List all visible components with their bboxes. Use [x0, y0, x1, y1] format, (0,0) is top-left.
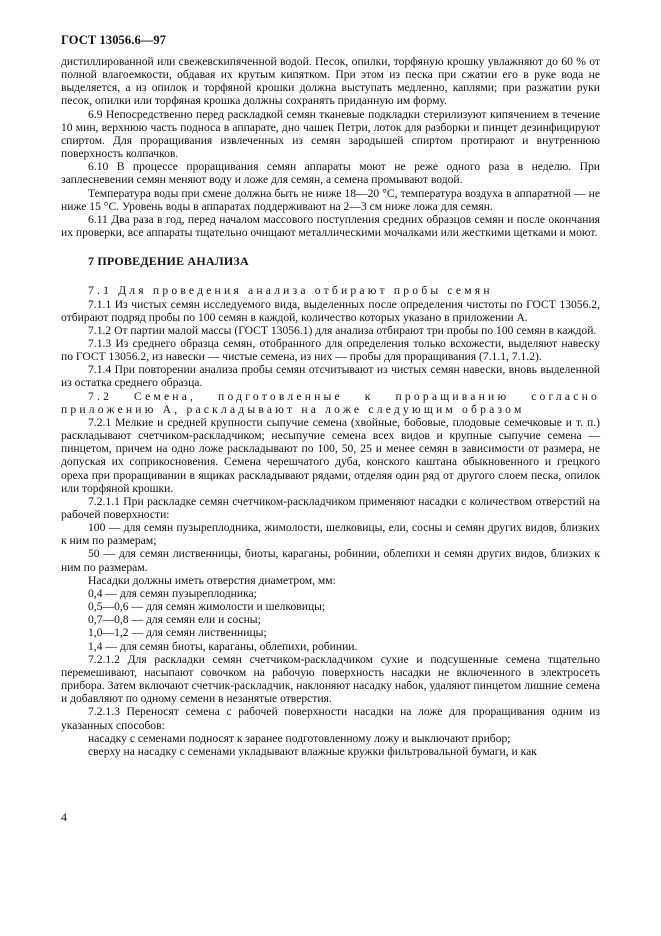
list-item: 1,0—1,2 — для семян лиственницы; [88, 626, 267, 640]
paragraph: 6.10 В процессе проращивания семян аппараты моют не реже одного раза в неделю. При заплесневении семян меняют воду и ложе для семян, а семена промывают водой. [61, 160, 600, 187]
paragraph: 7.1.3 Из среднего образца семян, отобранного для определения только всхожести, выделяют навеску по ГОСТ 13056.2, из навески — чистые семена, из них — пробы для проращивания (7.1.1, 7.1.2). [61, 336, 600, 364]
paragraph: 6.9 Непосредственно перед раскладкой семян тканевые подкладки стерилизуют кипячением в течение 10 мин, верхнюю часть подноса в аппарате, дно чашек Петри, лоток для разборки и пинцет дезинфицируют спиртом. Для проращивания извлеченных из семян зародышей спиртом протирают и внутреннюю поверхность колпачков. [61, 107, 600, 161]
paragraph: 100 — для семян пузыреплодника, жимолости, шелковицы, ели, сосны и семян других видов, близких к ним по размерам; [61, 521, 600, 548]
paragraph: Температура воды при смене должна быть не ниже 18—20 °С, температура воздуха в аппаратной — не ниже 15 °С. Уровень воды в аппаратах поддерживают на 2—3 см ниже ложа для семян. [61, 186, 600, 213]
document-body [61, 55, 600, 758]
paragraph: Насадки должны иметь отверстия диаметром, мм: [88, 573, 336, 587]
paragraph: 7.1.4 При повторении анализа пробы семян отсчитывают из чистых семян навески, вновь выделенной из остатка среднего образца. [61, 363, 600, 390]
paragraph: 7.2 Семена, подготовленные к проращиванию согласно приложению А, раскладывают на ложе следующим образом [61, 389, 600, 416]
paragraph: насадку с семенами подносят к заранее подготовленному ложу и выключают прибор; [88, 731, 511, 745]
paragraph: 7.1.2 От партии малой массы (ГОСТ 13056.1) для анализа отбирают три пробы по 100 семян в каждой. [88, 323, 597, 337]
paragraph: 7.2.1.2 Для раскладки семян счетчиком-раскладчиком сухие и подсушенные семена тщательно перемешивают, насыпают совочком на рабочую поверхность насадки не включенного в электросеть прибора. Затем включают счетчик-раскладчик, наклоняют насадку набок, удаляют пинцетом лишние семена и добавляют по одному семени в незанятые отверстия. [61, 652, 600, 706]
paragraph: дистиллированной или свежевскипяченной водой. Песок, опилки, торфяную крошку увлажняют до 60 % от полной влагоемкости, обдавая их крутым кипятком. При этом из песка при сжатии его в руке вода не выделяется, а из опилок и торфяной крошки должна выступать медленно, каплями; при разжатии руки песок, опилки или торфяная крошка должны сохранять приданную им форму. [61, 55, 600, 108]
list-item: 1,4 — для семян биоты, караганы, облепихи, робинии. [88, 639, 358, 653]
paragraph: 7.1.1 Из чистых семян исследуемого вида, выделенных после определения чистоты по ГОСТ 13056.2, отбирают подряд пробы по 100 семян в каждой, количество которых указано в приложении А. [61, 297, 600, 324]
paragraph: 50 — для семян лиственницы, биоты, караганы, робинии, облепихи и семян других видов, близких к ним по размерам. [61, 547, 600, 574]
list-item: 0,5—0,6 — для семян жимолости и шелковицы; [88, 600, 326, 614]
paragraph: 7.2.1.1 При раскладке семян счетчиком-раскладчиком применяют насадки с количеством отверстий на рабочей поверхности: [61, 494, 600, 521]
paragraph: 7.1 Для проведения анализа отбирают пробы семян [88, 284, 493, 298]
paragraph: сверху на насадку с семенами укладывают влажные кружки фильтровальной бумаги, и как [88, 744, 537, 758]
list-item: 0,4 — для семян пузыреплодника; [88, 586, 257, 600]
page-number: 4 [61, 810, 67, 824]
list-item: 0,7—0,8 — для семян ели и сосны; [88, 613, 261, 627]
paragraph: 7.2.1 Мелкие и средней крупности сыпучие семена (хвойные, бобовые, плодовые семечковые и т. п.) раскладывают счетчиком-раскладчиком; несыпучие семена всех видов и крупные сыпучие семена — пинцетом, причем на одно ложе раскладывают по 100, 50, 25 и менее семян в зависимости от размера, не допуская их соприкосновения. Семена черешчатого дуба, конского каштана обыкновенного и грецкого ореха при проращивании в ящиках раскладывают рядами, отделяя один ряд от другого слоем песка, опилок или торфяной крошки. [61, 415, 600, 495]
paragraph: 7.2.1.3 Переносят семена с рабочей поверхности насадки на ложе для проращивания одним из указанных способов: [61, 705, 600, 732]
section-heading: 7 ПРОВЕДЕНИЕ АНАЛИЗА [88, 254, 249, 269]
paragraph: 6.11 Два раза в год, перед началом массового поступления средних образцов семян и после окончания их проверки, все аппараты тщательно очищают металлическими мочалками или жесткими щетками и моют. [61, 212, 600, 240]
document-header: ГОСТ 13056.6—97 [61, 33, 167, 47]
